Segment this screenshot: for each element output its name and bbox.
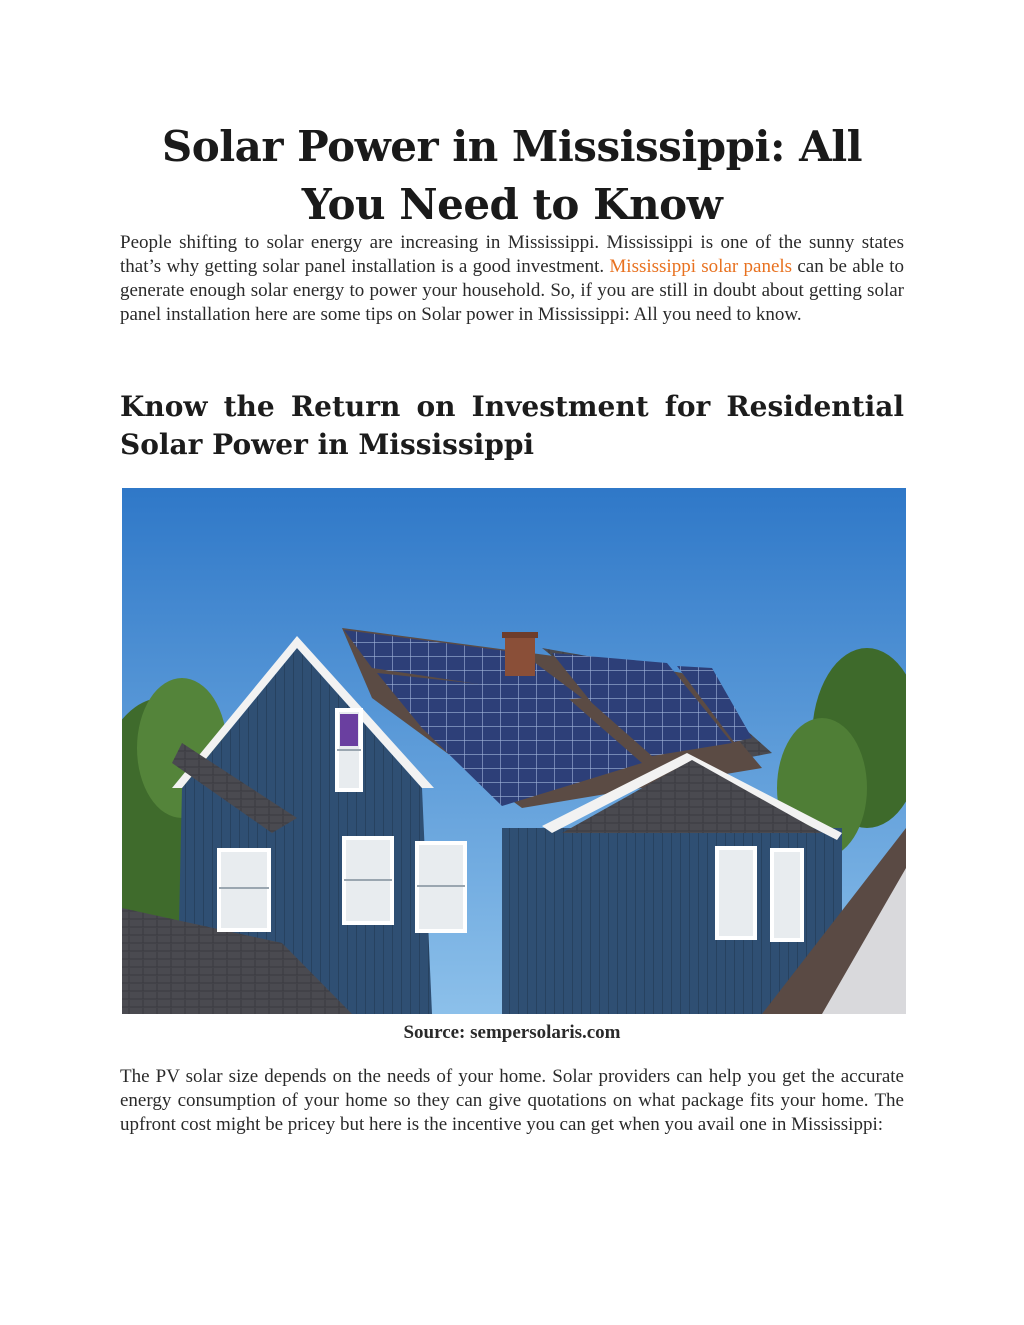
intro-text-end: can be able to generate enough solar energy to power your household. So, if you are still in doubt about getting solar panel installation here are some tips on Solar power in Mississippi: All you need to know.: [120, 256, 905, 325]
mississippi-solar-panels-link[interactable]: Mississippi solar panels: [609, 256, 793, 277]
article-title: Solar Power in Mississippi: All You Need to Know: [161, 122, 863, 229]
intro-paragraph: [120, 231, 904, 327]
body-paragraph: The PV solar size depends on the needs of your home. Solar providers can help you get the accurate energy consumption of your home so they can give quotations on what package fits your home. The upfront cost might be pricey but here is the incentive you can get when you avail one in Mississippi:: [120, 1066, 904, 1135]
intro-text-start: People shifting to solar energy are increasing in Mississippi. Mississippi is one of the sunny states that’s why getting solar panel installation is a good investment.: [120, 232, 904, 277]
section-heading: Know the Return on Investment for Residential Solar Power in Mississippi: [120, 390, 904, 461]
house-solar-roof-photo: [122, 488, 906, 1014]
image-caption: Source: sempersolaris.com: [403, 1022, 621, 1043]
